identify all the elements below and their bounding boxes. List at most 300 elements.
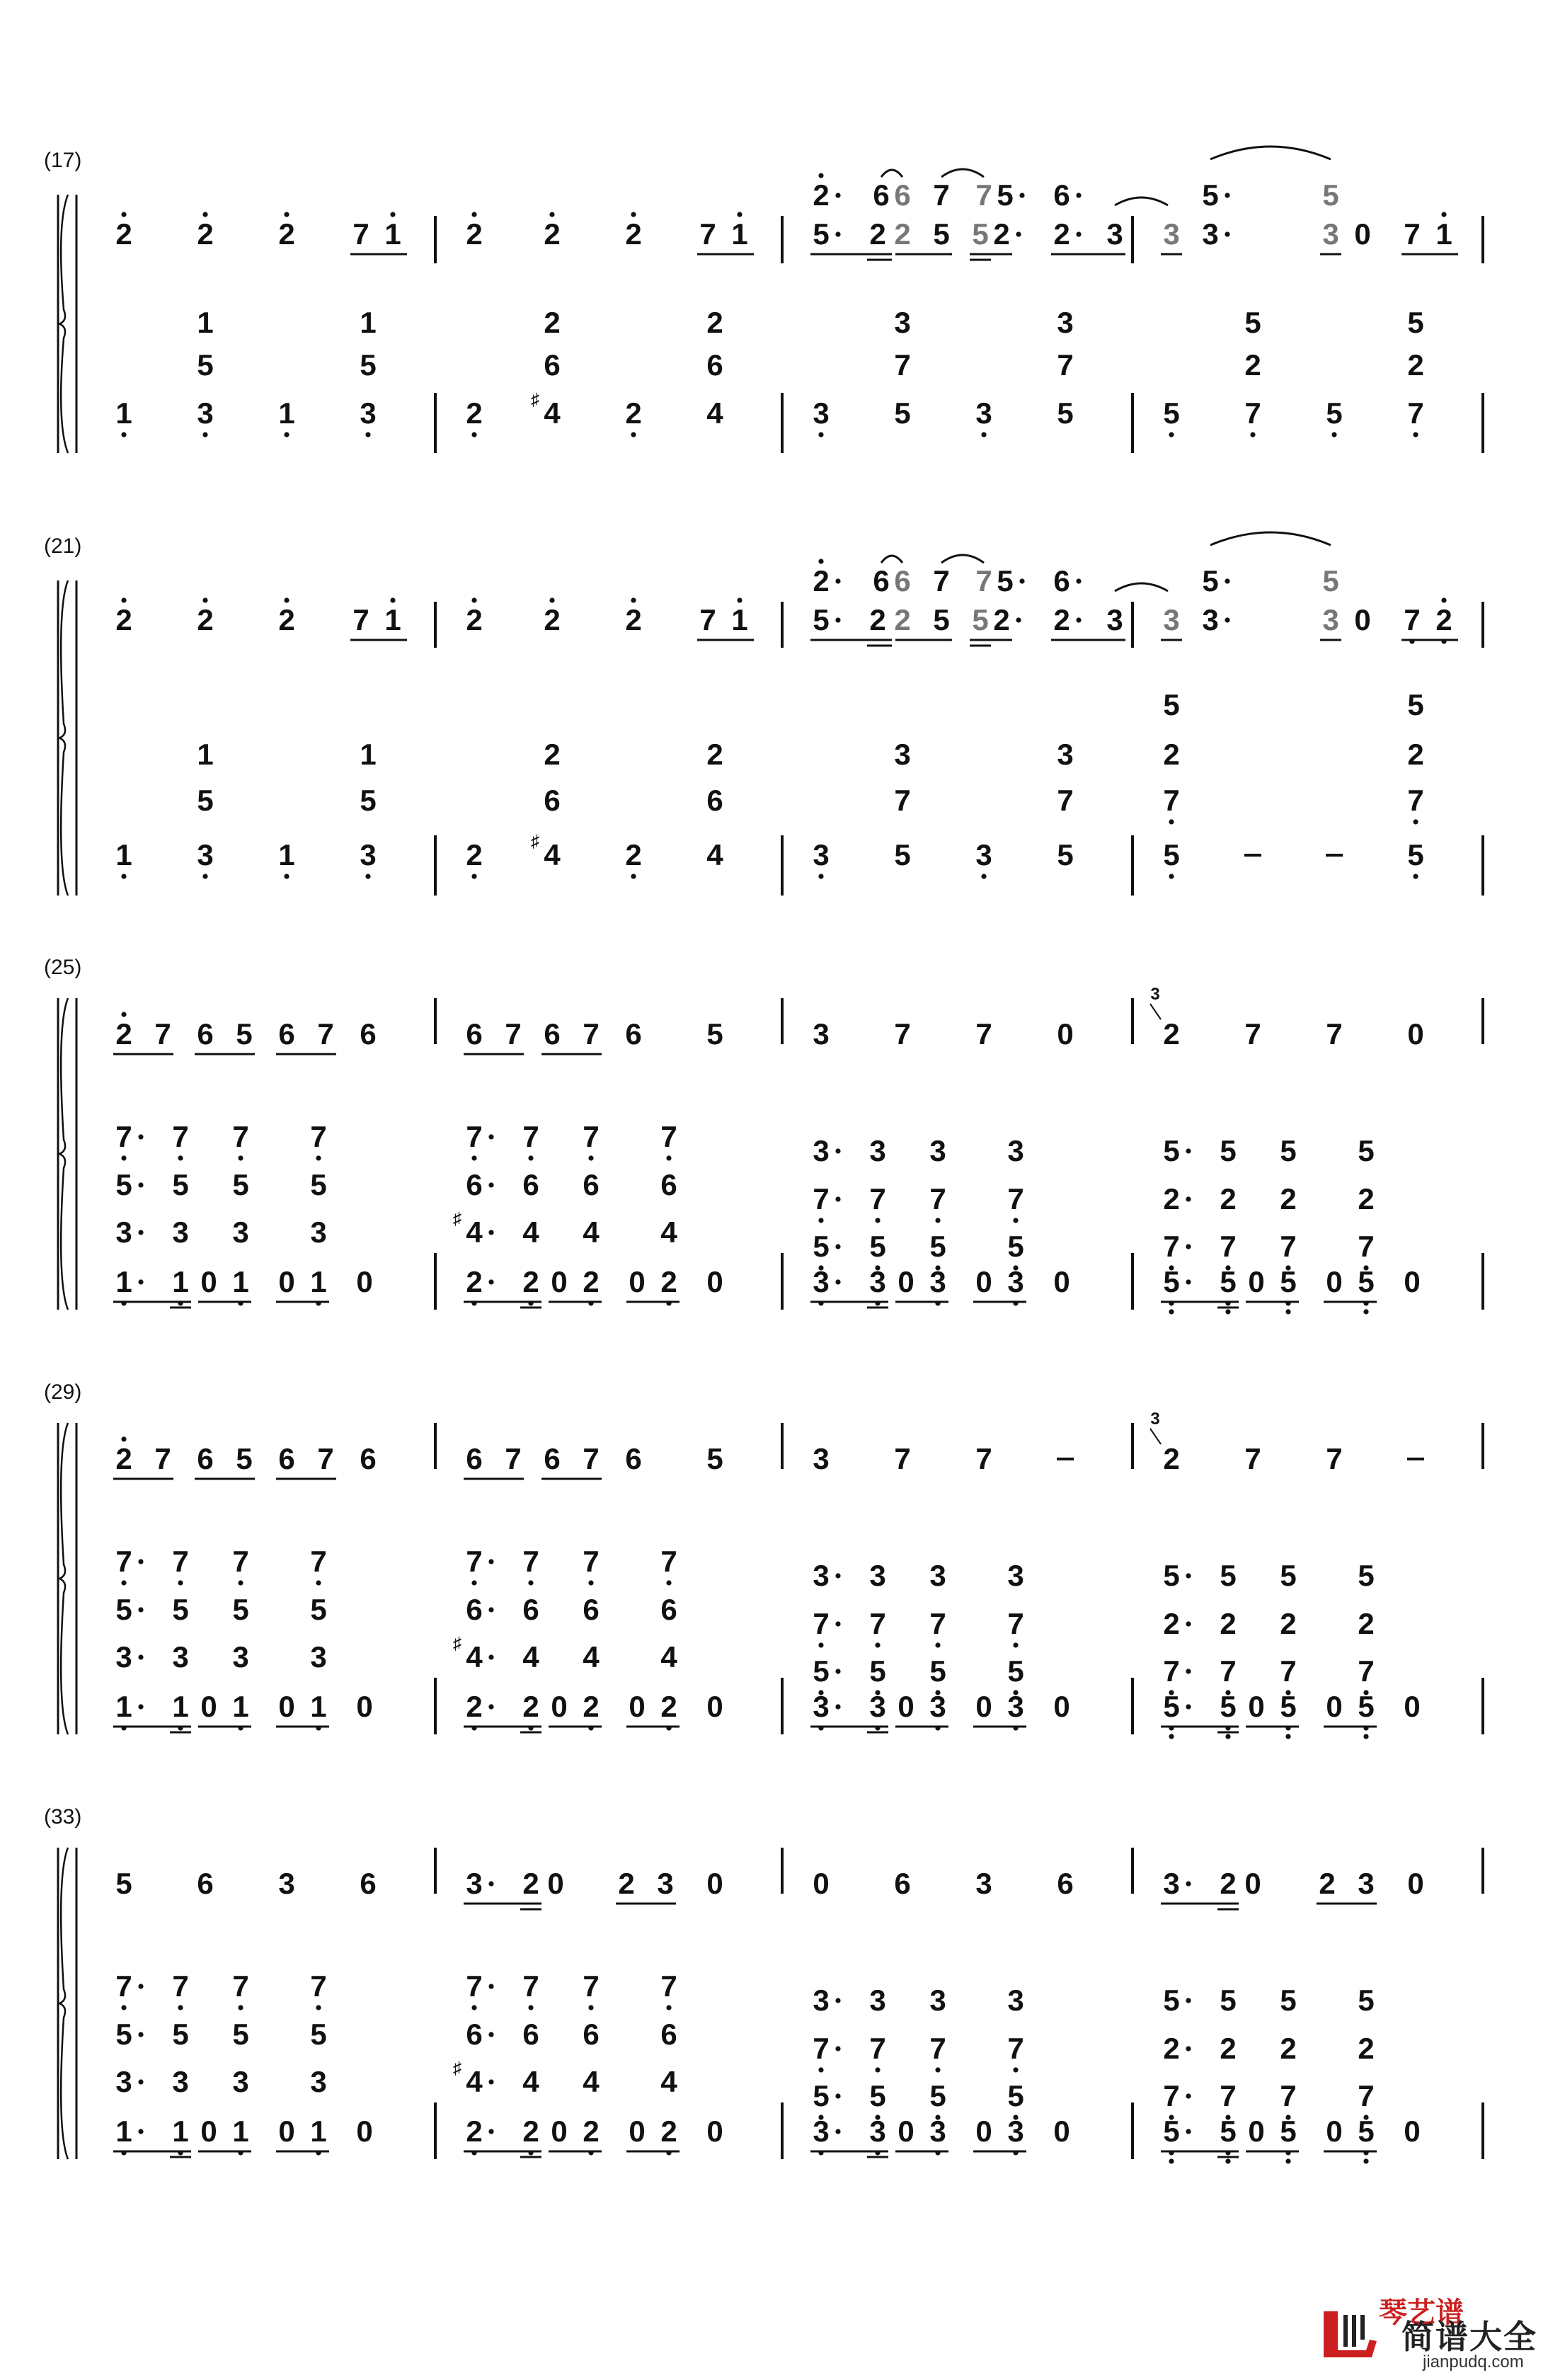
note: 5 bbox=[310, 1593, 327, 1626]
note: 3 bbox=[813, 2115, 830, 2148]
note: 6 bbox=[894, 564, 911, 597]
note: 5 bbox=[360, 784, 377, 817]
note: 4 bbox=[522, 1640, 539, 1674]
note: 5 bbox=[1163, 1265, 1180, 1298]
note: 0 bbox=[1404, 1690, 1421, 1723]
note: 6 bbox=[625, 1442, 642, 1475]
note: 2 bbox=[466, 217, 483, 251]
note: 7 bbox=[1163, 1654, 1180, 1688]
octave-dot bbox=[202, 212, 207, 217]
note: 2 bbox=[1358, 1182, 1375, 1215]
note: 2 bbox=[1053, 603, 1070, 636]
octave-dot bbox=[981, 432, 986, 437]
note: 7 bbox=[1007, 1182, 1024, 1215]
note: 2 bbox=[583, 1690, 600, 1723]
note: 7 bbox=[1280, 2079, 1297, 2112]
note: 3 bbox=[232, 1215, 249, 1249]
note: 3 bbox=[813, 1265, 830, 1298]
note: 1 bbox=[232, 1690, 249, 1723]
note: 0 bbox=[813, 1867, 830, 1900]
note: 0 bbox=[278, 2115, 295, 2148]
note: 0 bbox=[551, 2115, 568, 2148]
note: 4 bbox=[706, 838, 723, 871]
note: 7 bbox=[310, 1969, 327, 2003]
note: 2 bbox=[1407, 348, 1424, 382]
piano-key-logo-icon bbox=[1317, 2297, 1380, 2361]
note: 3 bbox=[1358, 1867, 1375, 1900]
octave-dot bbox=[835, 2093, 840, 2098]
octave-dot bbox=[1225, 617, 1229, 622]
octave-dot bbox=[549, 597, 554, 602]
octave-dot bbox=[631, 432, 636, 437]
octave-dot bbox=[316, 1155, 321, 1160]
note: 2 bbox=[197, 217, 214, 251]
note: 5 bbox=[1220, 1134, 1237, 1167]
note: 6 bbox=[466, 2018, 483, 2051]
octave-dot bbox=[549, 212, 554, 217]
note: 0 bbox=[1326, 2115, 1343, 2148]
note: 5 bbox=[1163, 2115, 1180, 2148]
note: 3 bbox=[172, 2065, 189, 2098]
note: 3 bbox=[894, 306, 911, 339]
octave-dot bbox=[138, 1654, 143, 1659]
note: 5 bbox=[1163, 1559, 1180, 1592]
note: 2 bbox=[1244, 348, 1261, 382]
octave-dot bbox=[981, 874, 986, 879]
octave-dot bbox=[1186, 2093, 1191, 2098]
octave-dot bbox=[1076, 617, 1081, 622]
note: 0 bbox=[898, 1265, 915, 1298]
octave-dot bbox=[835, 617, 840, 622]
note: 3 bbox=[975, 396, 992, 430]
note: 5 bbox=[894, 838, 911, 871]
note: 7 bbox=[1057, 784, 1074, 817]
note: 7 bbox=[1358, 1654, 1375, 1688]
note: 5 bbox=[115, 2018, 132, 2051]
tuplet-mark: 3 bbox=[1150, 1409, 1160, 1429]
note: 6 bbox=[197, 1867, 214, 1900]
tie-slur bbox=[941, 169, 984, 177]
note: 5 bbox=[1007, 1654, 1024, 1688]
note: 7 bbox=[232, 1120, 249, 1153]
octave-dot bbox=[121, 2005, 126, 2010]
octave-dot bbox=[488, 1654, 493, 1659]
note: 0 bbox=[1326, 1265, 1343, 1298]
octave-dot bbox=[284, 432, 289, 437]
note: 7 bbox=[505, 1017, 522, 1051]
note: 5 bbox=[1280, 2115, 1297, 2148]
note: 5 bbox=[1322, 564, 1339, 597]
note: 1 bbox=[731, 603, 748, 636]
octave-dot bbox=[1363, 1734, 1368, 1739]
octave-dot bbox=[835, 231, 840, 236]
note: 2 bbox=[993, 217, 1010, 251]
octave-dot bbox=[390, 597, 395, 602]
note: 0 bbox=[278, 1265, 295, 1298]
note: 2 bbox=[1358, 1607, 1375, 1640]
octave-dot bbox=[1285, 1734, 1290, 1739]
octave-dot bbox=[138, 1134, 143, 1139]
note: 3 bbox=[894, 738, 911, 771]
note: 0 bbox=[1354, 217, 1371, 251]
note: 7 bbox=[522, 1120, 539, 1153]
note: 3 bbox=[1163, 217, 1180, 251]
note: 5 bbox=[1407, 688, 1424, 721]
note: 0 bbox=[975, 1690, 992, 1723]
site-logo bbox=[1317, 2290, 1543, 2375]
note: 2 bbox=[625, 396, 642, 430]
note: 2 bbox=[813, 564, 830, 597]
octave-dot bbox=[138, 1279, 143, 1284]
note: 1 bbox=[360, 306, 377, 339]
note: 5 bbox=[972, 603, 989, 636]
note: 4 bbox=[660, 2065, 677, 2098]
note: 0 bbox=[706, 2115, 723, 2148]
note: 7 bbox=[929, 1607, 946, 1640]
note: 7 bbox=[172, 1545, 189, 1578]
note: 5 bbox=[1280, 1559, 1297, 1592]
note: 2 bbox=[660, 1265, 677, 1298]
note: 6 bbox=[583, 2018, 600, 2051]
note: 3 bbox=[1106, 603, 1123, 636]
octave-dot bbox=[1186, 1148, 1191, 1153]
octave-dot bbox=[666, 1155, 671, 1160]
octave-dot bbox=[121, 432, 126, 437]
note: 5 bbox=[1202, 564, 1219, 597]
octave-dot bbox=[121, 1012, 126, 1017]
note: 5 bbox=[197, 784, 214, 817]
note: 5 bbox=[1280, 1134, 1297, 1167]
octave-dot bbox=[1186, 1573, 1191, 1578]
note: 3 bbox=[197, 396, 214, 430]
note: 3 bbox=[1057, 306, 1074, 339]
note: 5 bbox=[1163, 838, 1180, 871]
octave-dot bbox=[1169, 874, 1174, 879]
note: 7 bbox=[1163, 784, 1180, 817]
note: 7 bbox=[660, 1545, 677, 1578]
note: 7 bbox=[352, 603, 369, 636]
octave-dot bbox=[1186, 1881, 1191, 1886]
note: 7 bbox=[1404, 217, 1421, 251]
note: 3 bbox=[360, 838, 377, 871]
note: 7 bbox=[869, 2032, 886, 2065]
octave-dot bbox=[1225, 2158, 1230, 2163]
note: 4 bbox=[706, 396, 723, 430]
octave-dot bbox=[138, 1182, 143, 1187]
note: 7 bbox=[813, 2032, 830, 2065]
grand-staff-brace-icon bbox=[59, 1848, 68, 2159]
note: 7 bbox=[115, 1545, 132, 1578]
note: 7 bbox=[522, 1969, 539, 2003]
octave-dot bbox=[238, 2005, 243, 2010]
octave-dot bbox=[1186, 2046, 1191, 2051]
octave-dot bbox=[1285, 2158, 1290, 2163]
note: 2 bbox=[197, 603, 214, 636]
octave-dot bbox=[238, 1155, 243, 1160]
note: 7 bbox=[310, 1545, 327, 1578]
note: 7 bbox=[1358, 2079, 1375, 2112]
note: 3 bbox=[1007, 1265, 1024, 1298]
octave-dot bbox=[1169, 1734, 1174, 1739]
note: 7 bbox=[813, 1607, 830, 1640]
note: 6 bbox=[660, 2018, 677, 2051]
note: 5 bbox=[236, 1017, 253, 1051]
note: 5 bbox=[1407, 306, 1424, 339]
note: 6 bbox=[894, 178, 911, 212]
note: 1 bbox=[310, 1690, 327, 1723]
note: 5 bbox=[929, 1230, 946, 1263]
note: 0 bbox=[200, 1690, 217, 1723]
note: 3 bbox=[1007, 1559, 1024, 1592]
note: 1 bbox=[310, 2115, 327, 2148]
note: 6 bbox=[1057, 1867, 1074, 1900]
note: 2 bbox=[1220, 1867, 1237, 1900]
note: 7 bbox=[660, 1969, 677, 2003]
note: 6 bbox=[522, 2018, 539, 2051]
note: 2 bbox=[1319, 1867, 1336, 1900]
note: 5 bbox=[1280, 1690, 1297, 1723]
note: 7 bbox=[1280, 1654, 1297, 1688]
note: 2 bbox=[869, 217, 886, 251]
note: 5 bbox=[997, 178, 1014, 212]
note: 0 bbox=[200, 2115, 217, 2148]
note: 2 bbox=[813, 178, 830, 212]
octave-dot bbox=[488, 1984, 493, 1989]
note: 3 bbox=[1007, 2115, 1024, 2148]
note: 5 bbox=[310, 2018, 327, 2051]
octave-dot bbox=[1186, 1244, 1191, 1249]
note: 7 bbox=[154, 1442, 171, 1475]
octave-dot bbox=[1225, 193, 1229, 198]
note: 4 bbox=[544, 396, 561, 430]
note: 6 bbox=[894, 1867, 911, 1900]
note: 2 bbox=[660, 2115, 677, 2148]
octave-dot bbox=[284, 597, 289, 602]
octave-dot bbox=[121, 1155, 126, 1160]
note: 7 bbox=[1220, 1230, 1237, 1263]
note: 6 bbox=[873, 564, 890, 597]
octave-dot bbox=[1413, 432, 1418, 437]
note: 2 bbox=[278, 217, 295, 251]
note: 6 bbox=[1053, 564, 1070, 597]
octave-dot bbox=[1186, 1669, 1191, 1674]
note: 5 bbox=[1007, 2079, 1024, 2112]
measure-number: (25) bbox=[44, 956, 82, 979]
octave-dot bbox=[390, 212, 395, 217]
note: 3 bbox=[975, 1867, 992, 1900]
octave-dot bbox=[138, 1607, 143, 1612]
note: 0 bbox=[200, 1265, 217, 1298]
note: 2 bbox=[466, 1690, 483, 1723]
note: 1 bbox=[197, 738, 214, 771]
note: 3 bbox=[869, 1559, 886, 1592]
note: 5 bbox=[1202, 178, 1219, 212]
note: 2 bbox=[869, 603, 886, 636]
octave-dot bbox=[835, 1196, 840, 1201]
note: 7 bbox=[1404, 603, 1421, 636]
octave-dot bbox=[138, 1984, 143, 1989]
note: 3 bbox=[813, 838, 830, 871]
octave-dot bbox=[1169, 1309, 1174, 1314]
note: 2 bbox=[625, 603, 642, 636]
note: 7 bbox=[1326, 1017, 1343, 1051]
octave-dot bbox=[935, 2067, 940, 2072]
octave-dot bbox=[835, 578, 840, 583]
measure-number: (21) bbox=[44, 534, 82, 558]
octave-dot bbox=[488, 1559, 493, 1564]
tuplet-mark: 3 bbox=[1150, 985, 1160, 1004]
note: 2 bbox=[1163, 2032, 1180, 2065]
octave-dot bbox=[666, 1580, 671, 1585]
note: 5 bbox=[232, 1593, 249, 1626]
note: 5 bbox=[232, 2018, 249, 2051]
note: 4 bbox=[660, 1640, 677, 1674]
octave-dot bbox=[202, 874, 207, 879]
measure-number: (29) bbox=[44, 1380, 82, 1404]
octave-dot bbox=[835, 2046, 840, 2051]
note: 7 bbox=[466, 1120, 483, 1153]
note: 5 bbox=[813, 1654, 830, 1688]
note: 0 bbox=[356, 2115, 373, 2148]
octave-dot bbox=[875, 1642, 880, 1647]
octave-dot bbox=[1013, 1218, 1018, 1223]
octave-dot bbox=[1225, 1309, 1230, 1314]
grace-slash bbox=[1150, 1004, 1161, 1019]
note: 2 bbox=[583, 1265, 600, 1298]
note: 5 bbox=[1007, 1230, 1024, 1263]
tie-slur bbox=[1210, 147, 1331, 159]
note: 2 bbox=[544, 603, 561, 636]
note: 5 bbox=[933, 217, 950, 251]
note: 0 bbox=[629, 1265, 646, 1298]
note: 1 bbox=[310, 1265, 327, 1298]
octave-dot bbox=[1285, 1309, 1290, 1314]
note: 2 bbox=[1163, 1017, 1180, 1051]
note: 5 bbox=[1326, 396, 1343, 430]
octave-dot bbox=[488, 2129, 493, 2134]
octave-dot bbox=[935, 1642, 940, 1647]
note: 7 bbox=[699, 217, 716, 251]
octave-dot bbox=[121, 1436, 126, 1441]
note: 5 bbox=[933, 603, 950, 636]
note: 7 bbox=[522, 1545, 539, 1578]
logo-brand-name: 简谱大全 bbox=[1401, 2318, 1537, 2355]
note: 1 bbox=[384, 217, 401, 251]
note: 1 bbox=[115, 1265, 132, 1298]
note: 7 bbox=[583, 1442, 600, 1475]
note: 3 bbox=[1106, 217, 1123, 251]
note: 0 bbox=[1354, 603, 1371, 636]
note: 2 bbox=[1163, 1182, 1180, 1215]
octave-dot bbox=[1186, 1704, 1191, 1709]
note: 3 bbox=[657, 1867, 674, 1900]
octave-dot bbox=[178, 1580, 183, 1585]
note: 6 bbox=[360, 1867, 377, 1900]
note: 5 bbox=[1163, 1984, 1180, 2017]
note: 5 bbox=[172, 1168, 189, 1201]
note: 0 bbox=[356, 1265, 373, 1298]
sharp-icon: ♯ bbox=[453, 1634, 461, 1653]
note: 7 bbox=[352, 217, 369, 251]
note: 6 bbox=[278, 1442, 295, 1475]
note: 5 bbox=[1220, 2115, 1237, 2148]
note: 2 bbox=[1220, 2032, 1237, 2065]
note: 2 bbox=[544, 738, 561, 771]
octave-dot bbox=[138, 2129, 143, 2134]
note: 6 bbox=[522, 1168, 539, 1201]
note: 3 bbox=[813, 1559, 830, 1592]
note: 7 bbox=[894, 1442, 911, 1475]
note: 0 bbox=[278, 1690, 295, 1723]
octave-dot bbox=[1250, 432, 1255, 437]
note: 3 bbox=[1202, 217, 1219, 251]
note: 0 bbox=[551, 1690, 568, 1723]
grand-staff-brace-icon bbox=[59, 195, 68, 453]
note: 5 bbox=[1358, 1265, 1375, 1298]
note: 2 bbox=[522, 1265, 539, 1298]
note: 7 bbox=[1007, 1607, 1024, 1640]
octave-dot bbox=[488, 1607, 493, 1612]
grace-slash bbox=[1150, 1429, 1161, 1444]
sharp-icon: ♯ bbox=[453, 1209, 461, 1228]
octave-dot bbox=[1013, 2067, 1018, 2072]
octave-dot bbox=[178, 1155, 183, 1160]
octave-dot bbox=[631, 212, 636, 217]
note: 6 bbox=[583, 1168, 600, 1201]
note: 3 bbox=[813, 1442, 830, 1475]
note: 5 bbox=[869, 2079, 886, 2112]
note: 3 bbox=[813, 1984, 830, 2017]
note: 3 bbox=[813, 1017, 830, 1051]
note: 5 bbox=[997, 564, 1014, 597]
note: 1 bbox=[115, 2115, 132, 2148]
note: 0 bbox=[1404, 1265, 1421, 1298]
note: 7 bbox=[1280, 1230, 1297, 1263]
note: 2 bbox=[625, 217, 642, 251]
note: 5 bbox=[1057, 396, 1074, 430]
note: 5 bbox=[197, 348, 214, 382]
note: 3 bbox=[813, 1690, 830, 1723]
measure-number: (17) bbox=[44, 149, 82, 172]
note: 7 bbox=[1057, 348, 1074, 382]
measure-number: (33) bbox=[44, 1805, 82, 1829]
note: 1 bbox=[115, 1690, 132, 1723]
note: 2 bbox=[522, 1867, 539, 1900]
note: 2 bbox=[115, 603, 132, 636]
note: 2 bbox=[115, 1442, 132, 1475]
octave-dot bbox=[138, 2079, 143, 2084]
note: 7 bbox=[1163, 1230, 1180, 1263]
octave-dot bbox=[588, 1580, 593, 1585]
note: 3 bbox=[869, 1134, 886, 1167]
note: 3 bbox=[1007, 1984, 1024, 2017]
note: 5 bbox=[1163, 396, 1180, 430]
note: 7 bbox=[466, 1969, 483, 2003]
note: 7 bbox=[505, 1442, 522, 1475]
note: 0 bbox=[1053, 1265, 1070, 1298]
octave-dot bbox=[488, 1182, 493, 1187]
note: 7 bbox=[1358, 1230, 1375, 1263]
note: 7 bbox=[975, 178, 992, 212]
note: 0 bbox=[1248, 1690, 1265, 1723]
octave-dot bbox=[488, 1279, 493, 1284]
note: 6 bbox=[360, 1017, 377, 1051]
note: 7 bbox=[894, 1017, 911, 1051]
note: 0 bbox=[898, 2115, 915, 2148]
octave-dot bbox=[835, 1704, 840, 1709]
note: 0 bbox=[1053, 1690, 1070, 1723]
note: 4 bbox=[522, 1215, 539, 1249]
